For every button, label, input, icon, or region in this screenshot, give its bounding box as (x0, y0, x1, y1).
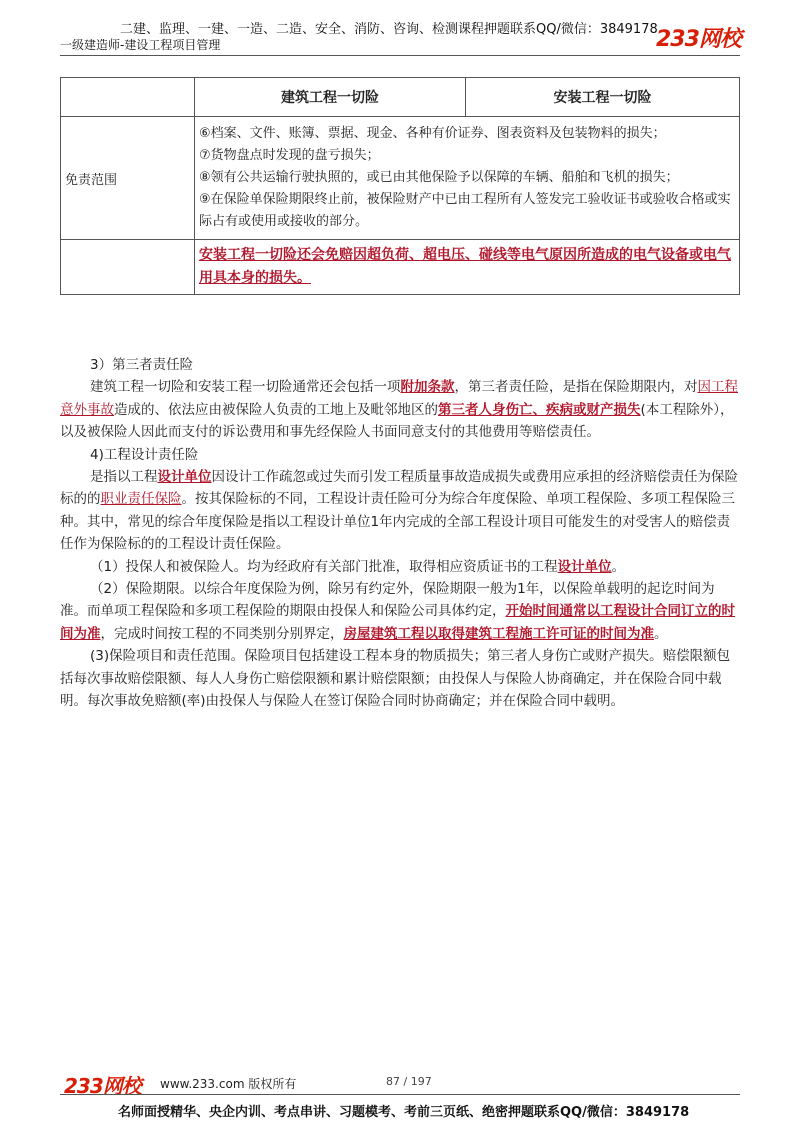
text-run: 建筑工程一切险和安装工程一切险通常还会包括一项 (90, 379, 401, 396)
empty-label-cell (61, 240, 195, 295)
page-number: 87 / 197 (386, 1075, 432, 1088)
exclusions-list (195, 117, 740, 240)
table-row (61, 240, 740, 295)
table-row (61, 117, 740, 240)
main-content (60, 354, 740, 713)
highlight-text: 安装工程一切险还会免赔因超负荷、超电压、碰线等电气原因所造成的电气设备或电气用具本身的损失。 (199, 247, 731, 286)
text-run: (本工程除外），以及被保险人因此而支付的诉讼费用和事先经保险人书面同意支付的其他费用等赔偿责任。 (60, 401, 734, 441)
text-run: 是指以工程 (90, 469, 158, 486)
text-run: （2）保险期限。以综合年度保险为例，除另有约定外，保险期限一般为1年，以保险单载明的起讫时间为准。而单项工程保险和多项工程保险的期限由投保人和保险公司具体约定， (60, 581, 715, 620)
brand-logo: 233网校 (656, 27, 741, 52)
list-item: ⑧领有公共运输行驶执照的，或已由其他保险予以保障的车辆、船舶和飞机的损失； (199, 170, 679, 185)
table-header-row (61, 78, 740, 117)
underlined-term: 职业责任保险 (100, 491, 182, 508)
footer-copyright: www.233.com 版权所有 (160, 1077, 297, 1091)
header-ad-text: 二建、监理、一建、一造、二造、安全、消防、咨询、检测课程押题联系QQ/微信：3849178 (120, 22, 658, 37)
footer-logo: 233网校 (64, 1074, 141, 1098)
text-run: （1）投保人和被保险人。均为经政府有关部门批准，取得相应资质证书的工程 (90, 558, 558, 575)
paragraph-policyholder (60, 556, 740, 578)
text-run: 因设计工作疏忽或过失而引发工程质量事故造成损失或费用应承担的经济赔偿责任为保险标的的 (60, 469, 738, 508)
col-header-construction: 建筑工程一切险 (195, 78, 466, 117)
paragraph-third-party (60, 376, 740, 443)
underlined-term: 第三者人身伤亡、疾病或财产损失 (438, 401, 641, 418)
row-label-exclusions: 免责范围 (61, 117, 195, 240)
section-heading-design-liability: 4)工程设计责任险 (90, 446, 199, 463)
text-run: 。 (654, 625, 668, 642)
list-item: ⑥档案、文件、账簿、票据、现金、各种有价证券、图表资料及包装物料的损失； (199, 126, 666, 141)
underlined-term: 设计单位 (557, 558, 612, 575)
text-run: ，第三者责任险，是指在保险期限内，对 (454, 379, 698, 396)
table-corner-cell (61, 78, 195, 117)
text-run: 造成的、依法应由被保险人负责的工地上及毗邻地区的 (114, 401, 438, 418)
text-run: 。 (611, 558, 626, 575)
underlined-term: 开始时间通常以工程设计合同订立的时间为准 (60, 603, 735, 642)
underlined-term: 因工程意外事故 (60, 379, 738, 418)
paragraph-insurance-period (60, 578, 740, 645)
highlight-cell (195, 240, 740, 295)
list-item: ⑦货物盘点时发现的盘亏损失； (199, 148, 380, 163)
paragraph-design-liability (60, 466, 740, 556)
footer-divider (60, 1094, 740, 1095)
footer-ad-text: 名师面授精华、央企内训、考点串讲、习题模考、考前三页纸、绝密押题联系QQ/微信：3849178 (118, 1105, 690, 1120)
underlined-term: 房屋建筑工程以取得建筑工程施工许可证的时间为准 (343, 625, 654, 642)
underlined-term: 设计单位 (157, 469, 212, 486)
underlined-term: 附加条款 (400, 379, 455, 396)
text-run: 。按其保险标的不同，工程设计责任险可分为综合年度保险、单项工程保险、多项工程保险三种。其中，常见的综合年度保险是指以工程设计单位1年内完成的全部工程设计项目可能发生的对受害人的赔偿责任作为保险标的的工程设计责任保险。 (60, 491, 735, 553)
text-run: ，完成时间按工程的不同类别分别界定， (100, 625, 344, 642)
header-subtitle: 一级建造师-建设工程项目管理 (60, 38, 221, 52)
header-divider (60, 55, 740, 56)
insurance-comparison-table (60, 77, 740, 295)
section-heading-third-party: 3）第三者责任险 (90, 357, 194, 373)
list-item: ⑨在保险单保险期限终止前，被保险财产中已由工程所有人签发完工验收证书或验收合格或实际占有或使用或接收的部分。 (199, 192, 731, 229)
col-header-installation: 安装工程一切险 (466, 78, 740, 117)
paragraph-coverage-scope: (3)保险项目和责任范围。保险项目包括建设工程本身的物质损失；第三者人身伤亡或财产损失。赔偿限额包括每次事故赔偿限额、每人人身伤亡赔偿限额和累计赔偿限额；由投保人与保险人协商确定，并在保险合同中载明。每次事故免赔额(率)由投保人与保险人在签订保险合同时协商确定；并在保险合同中载明。 (60, 648, 731, 710)
